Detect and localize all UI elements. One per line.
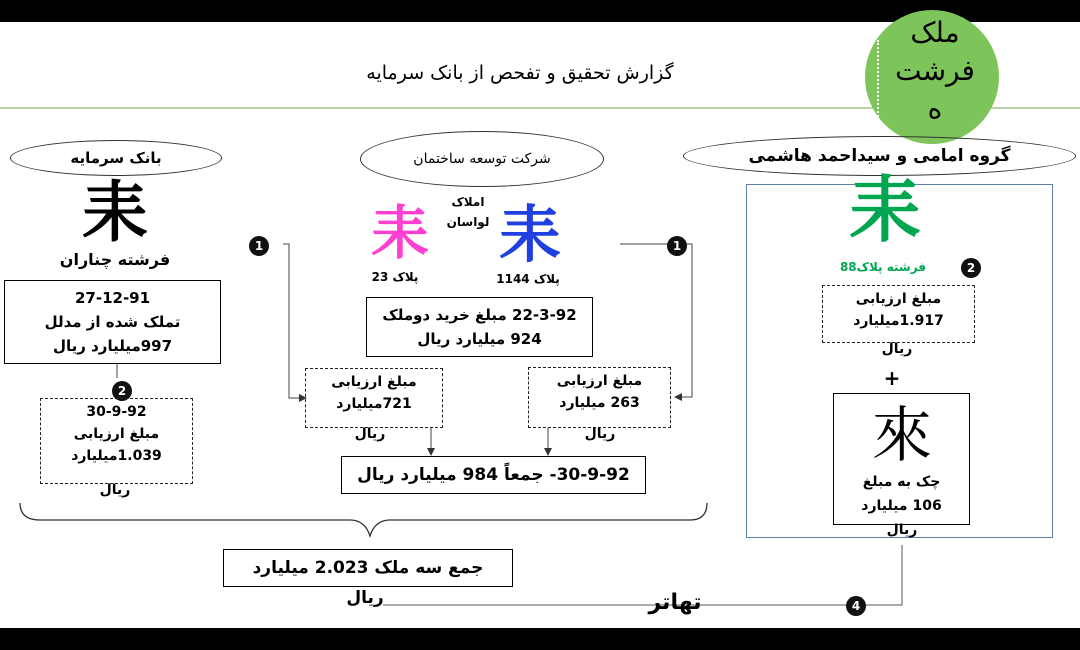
tahator-label: تهاتر xyxy=(648,590,702,615)
appraisal-left-unit: ریال xyxy=(99,482,131,498)
step-4-badge: 4 xyxy=(846,596,866,616)
circle-label: ملک فرشت ه xyxy=(895,16,975,125)
appraisal-box-plaque-1144 xyxy=(528,367,671,428)
check-box xyxy=(833,393,970,525)
appraisal-1144-unit: ریال xyxy=(584,426,616,442)
step-1-badge-right: 1 xyxy=(667,236,687,256)
acquisition-amount: 997میلیارد ریال xyxy=(52,337,173,355)
property-icon-plaque-88: 耒 xyxy=(848,168,921,252)
step-2-badge-left: 2 xyxy=(112,381,132,401)
appraisal-88-unit: ریال xyxy=(881,341,913,357)
chenaran-caption: فرشته چناران xyxy=(59,250,171,269)
acquisition-desc: تملک شده از مدلل xyxy=(44,313,181,331)
appraisal-88-amount: 1.917میلیارد xyxy=(853,313,944,329)
appraisal-23-label: مبلغ ارزیابی xyxy=(331,374,417,390)
page-title: گزارش تحقیق و تفحص از بانک سرمایه xyxy=(366,62,674,84)
check-amount: 106 میلیارد xyxy=(861,498,942,514)
plaque-1144-label: پلاک 1144 xyxy=(496,272,560,286)
acquisition-box xyxy=(4,280,221,364)
step-1-badge-left: 1 xyxy=(249,236,269,256)
three-properties-sum-box: جمع سه ملک 2.023 میلیارد xyxy=(223,549,513,587)
appraisal-23-unit: ریال xyxy=(354,426,386,442)
purchase-line-2: 924 میلیارد ریال xyxy=(417,330,542,348)
emami-hashemi-header: گروه امامی و سیداحمد هاشمی xyxy=(683,136,1076,176)
appraisal-88-label: مبلغ ارزیابی xyxy=(855,291,942,307)
appraisal-left-date: 30-9-92 xyxy=(86,404,147,420)
plaque-23-label: پلاک 23 xyxy=(371,270,419,284)
plaque-88-caption: فرشته پلاک88 xyxy=(839,260,927,274)
appraisal-left-amount: 1.039میلیارد xyxy=(71,448,162,464)
appraisal-23-amount: 721میلیارد xyxy=(336,396,412,412)
check-icon: 來 xyxy=(872,401,932,471)
appraisal-box-left xyxy=(40,398,193,484)
step-2-badge-right: 2 xyxy=(961,258,981,278)
appraisal-1144-amount: 263 میلیارد xyxy=(559,395,640,411)
total-box: 30-9-92- جمعاً 984 میلیارد ریال xyxy=(341,456,646,494)
acquisition-date: 27-12-91 xyxy=(74,289,151,307)
appraisal-box-plaque-23 xyxy=(305,368,443,428)
purchase-box xyxy=(366,297,593,357)
appraisal-left-label: مبلغ ارزیابی xyxy=(73,426,160,442)
property-icon-chenaran: 耒 xyxy=(82,174,148,251)
check-label: چک به مبلغ xyxy=(862,474,941,490)
purchase-line-1: 22-3-92 مبلغ خرید دوملک xyxy=(382,306,577,324)
property-icon-plaque-23: 耒 xyxy=(370,199,429,267)
appraisal-box-plaque-88 xyxy=(822,285,975,343)
bank-sarmayeh-header: بانک سرمایه xyxy=(10,140,222,176)
check-text xyxy=(834,470,969,518)
appraisal-1144-label: مبلغ ارزیابی xyxy=(556,373,643,389)
construction-company-header: شرکت توسعه ساختمان xyxy=(360,131,604,187)
sum-unit: ریال xyxy=(346,588,384,608)
lavasan-properties-label: املاک لواسان xyxy=(446,195,490,229)
plus-sign: + xyxy=(883,366,901,390)
circle-dotted-mark xyxy=(877,40,883,120)
check-unit: ریال xyxy=(886,522,918,538)
property-icon-plaque-1144: 耒 xyxy=(498,198,561,271)
